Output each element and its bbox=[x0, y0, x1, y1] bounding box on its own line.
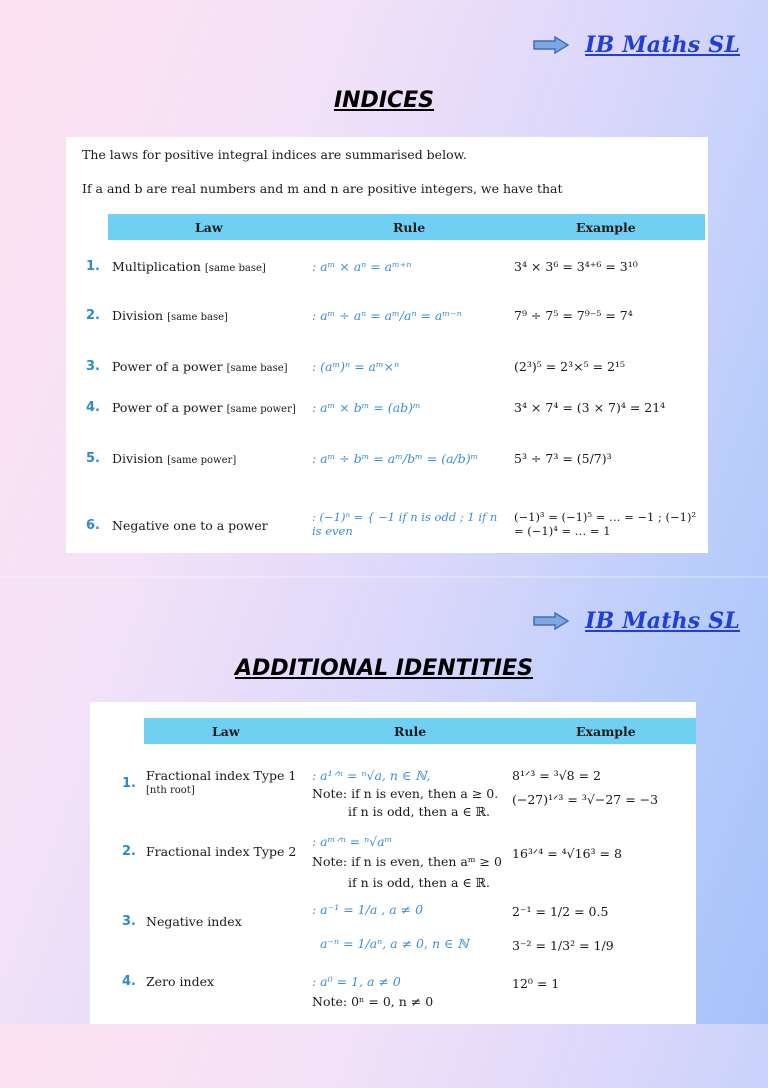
rule-formula: : aᵐ × bᵐ = (ab)ᵐ bbox=[312, 400, 421, 415]
example-value: 2⁻¹ = 1/2 = 0.5 bbox=[512, 904, 609, 919]
rule-formula: : a⁻¹ = 1/a , a ≠ 0 bbox=[312, 902, 424, 917]
law-name: Fractional index Type 2 bbox=[146, 844, 297, 859]
brand-header bbox=[533, 608, 740, 634]
column-header-law: Law bbox=[212, 723, 240, 739]
intro-text-2: If a and b are real numbers and m and n are positive integers, we have that bbox=[82, 181, 563, 196]
law-name: Negative one to a power bbox=[112, 518, 268, 533]
row-number: 2. bbox=[86, 308, 100, 323]
law-name: Division [same power] bbox=[112, 451, 237, 466]
page-title: INDICES bbox=[333, 88, 435, 113]
rule-formula: : aᵐᐟⁿ = ⁿ√aᵐ bbox=[312, 834, 393, 849]
rule-formula: : aᵐ ÷ aⁿ = aᵐ/aⁿ = aᵐ⁻ⁿ bbox=[312, 308, 462, 323]
example-value: 3⁴ × 3⁶ = 3⁴⁺⁶ = 3¹⁰ bbox=[514, 259, 638, 274]
law-name: Negative index bbox=[146, 914, 242, 929]
law-name: Fractional index Type 1 bbox=[146, 768, 297, 783]
rule-formula: : (−1)ⁿ = { −1 if n is odd ; 1 if n is even bbox=[312, 510, 498, 538]
rule-note: if n is odd, then a ∈ ℝ. bbox=[348, 875, 490, 890]
example-value: 5³ ÷ 7³ = (5/7)³ bbox=[514, 451, 612, 466]
column-header-law: Law bbox=[195, 219, 223, 235]
rule-formula: : aᵐ × aⁿ = aᵐ⁺ⁿ bbox=[312, 259, 412, 274]
rule-note: Note: if n is even, then a ≥ 0. bbox=[312, 786, 499, 801]
example-value: 3⁴ × 7⁴ = (3 × 7)⁴ = 21⁴ bbox=[514, 400, 666, 415]
identities-table-panel bbox=[90, 702, 696, 1024]
rule-note: if n is odd, then a ∈ ℝ. bbox=[348, 804, 490, 819]
slide-indices bbox=[0, 0, 768, 538]
example-value: 3⁻² = 1/3² = 1/9 bbox=[512, 938, 614, 953]
law-name: Division [same base] bbox=[112, 308, 228, 323]
rule-note: Note: if n is even, then aᵐ ≥ 0 bbox=[312, 854, 502, 869]
row-number: 5. bbox=[86, 451, 100, 466]
rule-note: Note: 0ⁿ = 0, n ≠ 0 bbox=[312, 994, 434, 1009]
row-number: 2. bbox=[122, 844, 136, 859]
rule-formula: : (aᵐ)ⁿ = aᵐ×ⁿ bbox=[312, 359, 400, 374]
law-name: Multiplication [same base] bbox=[112, 259, 266, 274]
column-header-example: Example bbox=[576, 219, 636, 235]
brand-title: IB Maths SL bbox=[585, 608, 740, 634]
row-number: 1. bbox=[122, 776, 136, 791]
example-value: 8¹ᐟ³ = ³√8 = 2 bbox=[512, 768, 601, 783]
column-header-rule: Rule bbox=[394, 723, 427, 739]
rule-formula: : a⁰ = 1, a ≠ 0 bbox=[312, 974, 401, 989]
example-value: (−27)¹ᐟ³ = ³√−27 = −3 bbox=[512, 792, 659, 807]
law-qualifier: [nth root] bbox=[146, 785, 195, 796]
row-number: 6. bbox=[86, 518, 100, 533]
row-number: 4. bbox=[86, 400, 100, 415]
rule-formula: : a¹ᐟⁿ = ⁿ√a, n ∈ ℕ, bbox=[312, 768, 431, 783]
column-header-rule: Rule bbox=[393, 219, 426, 235]
row-number: 3. bbox=[86, 359, 100, 374]
page-title: ADDITIONAL IDENTITIES bbox=[235, 656, 533, 681]
intro-text-1: The laws for positive integral indices are summarised below. bbox=[82, 147, 467, 162]
arrow-right-icon bbox=[533, 36, 569, 54]
brand-header bbox=[533, 32, 740, 58]
example-value: (−1)³ = (−1)⁵ = … = −1 ; (−1)² = (−1)⁴ = … = 1 bbox=[514, 510, 697, 538]
rule-formula: : aᵐ ÷ bᵐ = aᵐ/bᵐ = (a/b)ᵐ bbox=[312, 451, 479, 466]
law-name: Power of a power [same power] bbox=[112, 400, 296, 415]
brand-title: IB Maths SL bbox=[585, 32, 740, 58]
example-value: 12⁰ = 1 bbox=[512, 976, 560, 991]
example-value: (2³)⁵ = 2³×⁵ = 2¹⁵ bbox=[514, 359, 625, 374]
law-name: Power of a power [same base] bbox=[112, 359, 288, 374]
law-name: Zero index bbox=[146, 974, 215, 989]
arrow-right-icon bbox=[533, 612, 569, 630]
rule-formula: a⁻ⁿ = 1/aⁿ, a ≠ 0, n ∈ ℕ bbox=[320, 936, 469, 951]
example-value: 7⁹ ÷ 7⁵ = 7⁹⁻⁵ = 7⁴ bbox=[514, 308, 633, 323]
column-header-example: Example bbox=[576, 723, 636, 739]
example-value: 16³ᐟ⁴ = ⁴√16³ = 8 bbox=[512, 846, 622, 861]
table-header bbox=[108, 214, 705, 240]
laws-table-panel bbox=[66, 137, 708, 553]
row-number: 3. bbox=[122, 914, 136, 929]
row-number: 1. bbox=[86, 259, 100, 274]
table-header bbox=[144, 718, 696, 744]
row-number: 4. bbox=[122, 974, 136, 989]
